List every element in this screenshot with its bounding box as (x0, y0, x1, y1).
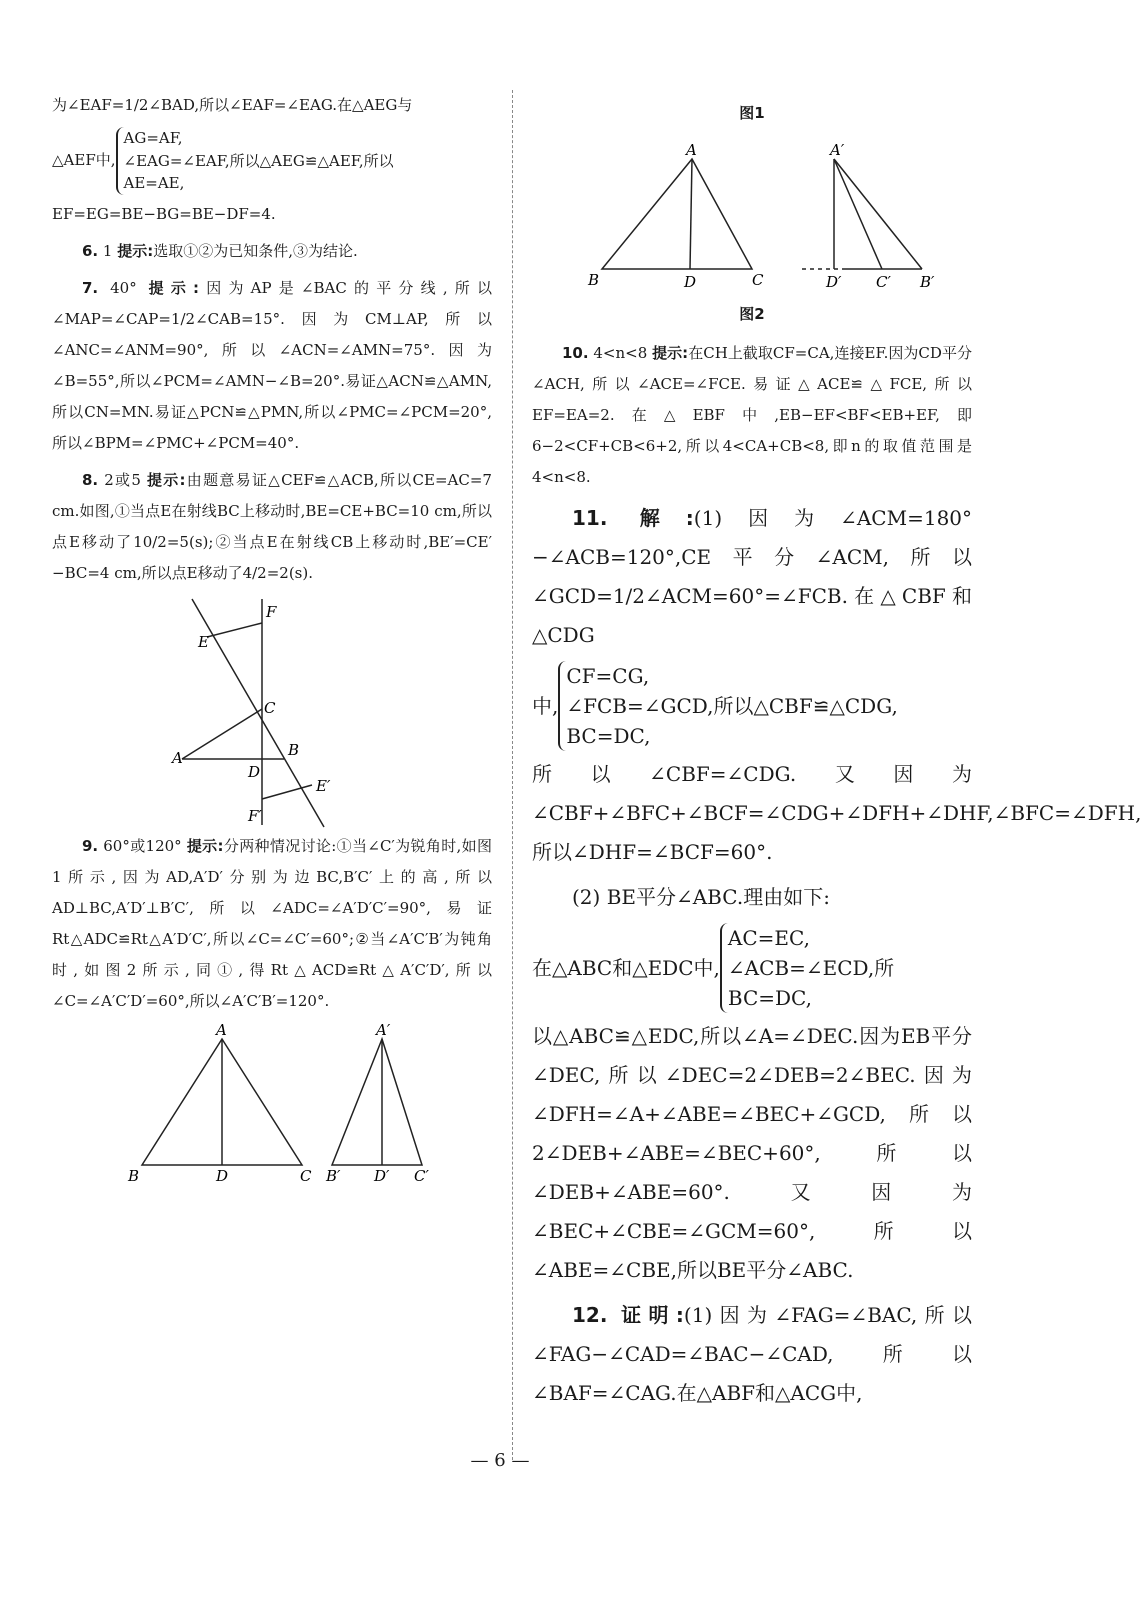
triangle-abc (602, 159, 752, 269)
congruence-system-1 (52, 127, 492, 195)
question-10 (532, 338, 972, 493)
segment-a-c-prime (834, 159, 882, 269)
system-line: AG=AF, (123, 129, 183, 147)
label-a: A (216, 1020, 227, 1039)
triangle-a-b-c-prime (332, 1039, 422, 1165)
answer: 40° (110, 278, 137, 297)
question-number: 10. (562, 344, 589, 362)
right-column (532, 90, 1141, 1419)
segment-ef (207, 623, 262, 637)
question-12 (532, 1296, 972, 1413)
system-line: ∠FCB=∠GCD,所以△CBF≌△CDG, (566, 694, 898, 718)
label-d-prime: D′ (826, 273, 842, 291)
segment-ac (182, 709, 262, 759)
label-d: D (684, 273, 697, 291)
system-line: AC=EC, (727, 926, 810, 950)
question-9 (52, 831, 492, 1017)
brace-system (116, 127, 394, 195)
question-number: 6. (82, 241, 99, 260)
altitude-ad (690, 159, 692, 269)
solution-label: 解: (639, 506, 694, 530)
figure-caption-2: 图2 (739, 305, 765, 323)
proof-label: 证明: (621, 1303, 684, 1327)
page-number: — 6 — (470, 1450, 530, 1471)
label-a-prime: A′ (830, 141, 845, 159)
question-number: 8. (82, 470, 99, 489)
hint-text: 分两种情况讨论:①当∠C′为锐角时,如图1所示,因为AD,A′D′分别为边BC,B′C′上的高,所以AD⊥BC,A′D′⊥B′C′,所以∠ADC=∠A′D′C′=90°,易证Rt△ADC≌Rt△A′D′C′,所以∠C=∠C′=60°;②当∠A′C′B′为钝角时,如图2所示,同①,得Rt△ACD≌Rt△A′C′D′,所以∠C=∠A′C′D′=60°,所以∠A′C′B′=120°. (52, 836, 493, 1010)
paragraph-top: 为∠EAF=1/2∠BAD,所以∠EAF=∠EAG.在△AEG与 (52, 96, 413, 114)
figure-q8 (172, 595, 372, 825)
hint-label: 提示: (652, 344, 689, 362)
system-line: BC=DC, (566, 724, 651, 748)
system-line: BC=DC, (727, 986, 812, 1010)
system-prefix: 在△ABC和△EDC中, (532, 955, 720, 980)
label-d: D (216, 1166, 229, 1185)
system-line: ∠EAG=∠EAF,所以△AEG≌△AEF,所以 (123, 151, 394, 170)
column-divider (512, 90, 513, 1460)
answer: 1 (102, 241, 113, 260)
system-line: ∠ACB=∠ECD,所 (727, 956, 895, 980)
label-a-prime: A′ (376, 1020, 391, 1039)
hint-text: 在CH上截取CF=CA,连接EF.因为CD平分∠ACH,所以∠ACE=∠FCE.易证△ACE≌△FCE,所以EF=EA=2.在△EBF中,EB−EF<BF<EB+EF,即6−2<CF+CB<6+2,所以4<CA+CB<8,即n的取值范围是4<n<8. (532, 344, 973, 486)
label-b-prime: B′ (326, 1166, 341, 1185)
label-c-prime: C′ (414, 1166, 429, 1185)
question-11 (532, 499, 972, 655)
paragraph-q11-2: 所以∠CBF=∠CDG.又因为∠CBF+∠BFC+∠BCF=∠CDG+∠DFH+∠DHF,∠BFC=∠DFH,所以∠DHF=∠BCF=60°. (532, 762, 1141, 864)
label-c: C (264, 698, 276, 717)
segment-a-b-prime (834, 159, 922, 269)
label-b-prime: B′ (920, 273, 935, 291)
question-number: 9. (82, 836, 99, 855)
line-e-eprime (192, 599, 324, 827)
paragraph-ef: EF=EG=BE−BG=BE−DF=4. (52, 204, 276, 223)
system-line: CF=CG, (566, 664, 650, 688)
question-6 (52, 236, 492, 267)
congruence-system-3 (532, 923, 972, 1013)
brace-system (558, 661, 897, 751)
label-e-prime: E′ (316, 776, 331, 795)
hint-label: 提示: (186, 836, 224, 855)
figure-q10 (552, 139, 952, 289)
question-7 (52, 273, 492, 459)
system-line: AE=AE, (123, 174, 185, 192)
brace-system (720, 923, 894, 1013)
label-c: C (300, 1166, 312, 1185)
hint-label: 提示: (117, 241, 154, 260)
answer: 2或5 (104, 470, 141, 489)
paragraph-q11-4: 以△ABC≌△EDC,所以∠A=∠DEC.因为EB平分∠DEC,所以∠DEC=2∠DEB=2∠BEC.因为∠DFH=∠A+∠ABE=∠BEC+∠GCD,所以2∠DEB+∠ABE=∠BEC+60°,所以∠DEB+∠ABE=60°.又因为∠BEC+∠CBE=∠GCM=60°,所以∠ABE=∠CBE,所以BE平分∠ABC. (532, 1024, 972, 1282)
proof-text: (1)因为∠FAG=∠BAC,所以∠FAG−∠CAD=∠BAC−∠CAD,所以∠BAF=∠CAG.在△ABF和△ACG中, (532, 1303, 973, 1405)
label-d-prime: D′ (374, 1166, 390, 1185)
system-prefix: △AEF中, (52, 151, 116, 170)
hint-label: 提示: (146, 470, 186, 489)
label-b: B (588, 271, 600, 289)
question-number: 7. (82, 278, 99, 297)
question-number: 11. (572, 506, 608, 530)
paragraph-q11-3: (2) BE平分∠ABC.理由如下: (572, 885, 830, 909)
answer: 60°或120° (103, 836, 182, 855)
hint-text: 由题意易证△CEF≌△ACB,所以CE=AC=7 cm.如图,①当点E在射线BC上移动时,BE=CE+BC=10 cm,所以点E移动了10/2=5(s);②当点E在射线CB上移动时,BE′=CE′−BC=4 cm,所以点E移动了4/2=2(s). (52, 470, 492, 582)
label-a: A (172, 748, 183, 767)
question-number: 12. (572, 1303, 608, 1327)
label-a: A (686, 141, 697, 159)
label-b: B (128, 1166, 140, 1185)
label-f: F (266, 602, 277, 621)
label-c: C (752, 271, 764, 289)
system-prefix: 中, (532, 693, 559, 718)
label-d: D (248, 762, 261, 781)
congruence-system-2 (532, 661, 972, 751)
answer: 4<n<8 (593, 344, 648, 362)
figure-q9 (102, 1020, 442, 1185)
label-b: B (288, 740, 300, 759)
label-f-prime: F′ (248, 806, 262, 825)
label-e: E (198, 632, 209, 651)
figure-caption-1: 图1 (739, 104, 765, 122)
hint-label: 提示: (148, 278, 200, 297)
question-8 (52, 465, 492, 589)
left-column (52, 90, 492, 1189)
label-c-prime: C′ (876, 273, 891, 291)
hint-text: 因为AP是∠BAC的平分线,所以∠MAP=∠CAP=1/2∠CAB=15°.因为CM⊥AP,所以∠ANC=∠ANM=90°,所以∠ACN=∠AMN=75°.因为∠B=55°,所以∠PCM=∠AMN−∠B=20°.易证△ACN≌△AMN,所以CN=MN.易证△PCN≌△PMN,所以∠PMC=∠PCM=20°,所以∠BPM=∠PMC+∠PCM=40°. (52, 278, 492, 452)
hint-text: 选取①②为已知条件,③为结论. (153, 241, 358, 260)
solution-text: (1)因为∠ACM=180°−∠ACB=120°,CE平分∠ACM,所以∠GCD=1/2∠ACM=60°=∠FCB.在△CBF和△CDG (532, 506, 973, 647)
